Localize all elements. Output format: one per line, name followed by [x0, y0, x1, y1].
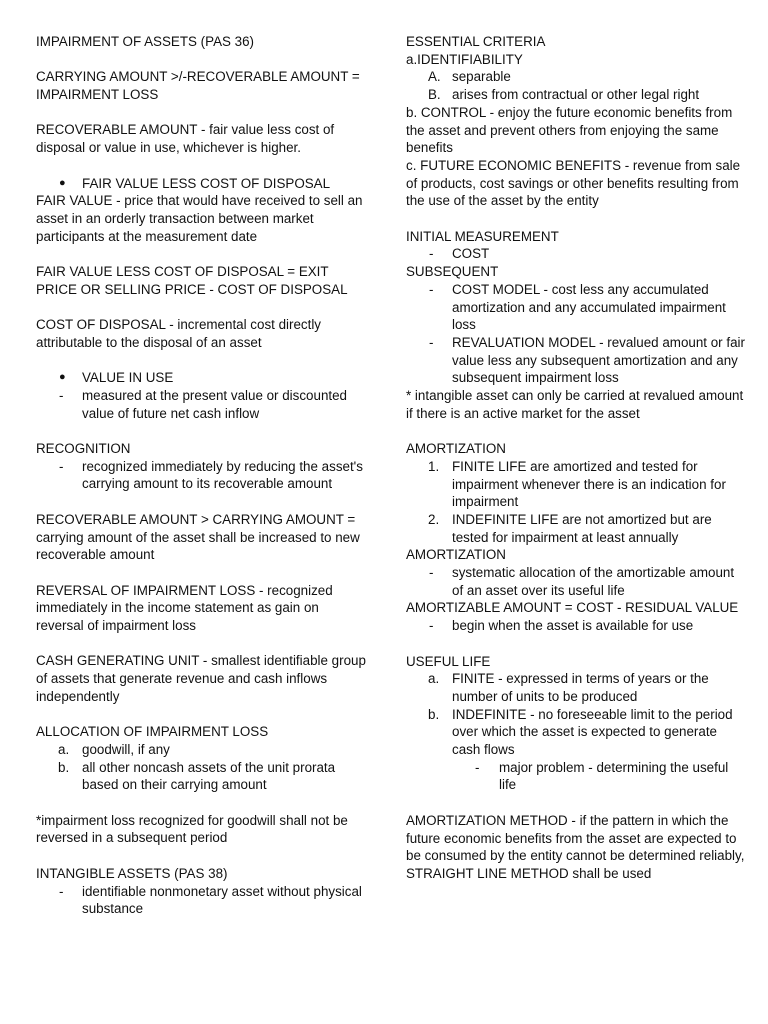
list-item-text: begin when the asset is available for use: [452, 618, 694, 634]
amortizable-amount-formula: AMORTIZABLE AMOUNT = COST - RESIDUAL VALUE: [406, 600, 739, 616]
bullet-text: VALUE IN USE: [82, 370, 174, 386]
fair-value-definition: FAIR VALUE - price that would have received to sell an asset in an orderly transaction between market participants at the measurement date: [36, 193, 363, 244]
bullet-text: FAIR VALUE LESS COST OF DISPOSAL: [82, 175, 331, 191]
list-item: [36, 759, 366, 794]
subheading-subsequent: SUBSEQUENT: [406, 264, 499, 280]
list-item: [406, 617, 746, 635]
list-marker: a.: [58, 741, 70, 757]
revalued-note: * intangible asset can only be carried at revalued amount if there is an active market for the asset: [406, 388, 744, 421]
list-item: [36, 883, 366, 918]
list-item-text: measured at the present value or discounted value of future net cash inflow: [82, 387, 348, 421]
list-item-text: major problem - determining the useful life: [499, 759, 729, 793]
list-item: [406, 511, 746, 546]
dash-marker: -: [429, 618, 434, 634]
section-title-intangible: INTANGIBLE ASSETS (PAS 38): [36, 865, 228, 881]
list-item: [406, 334, 746, 387]
list-item: [406, 86, 746, 104]
list-marker: A.: [428, 69, 441, 85]
dash-marker: -: [429, 565, 434, 581]
list-item-text: identifiable nonmonetary asset without physical substance: [82, 883, 362, 917]
recoverable-amount-definition: RECOVERABLE AMOUNT - fair value less cost of disposal or value in use, whichever is higher.: [36, 122, 335, 156]
future-benefits-criterion: c. FUTURE ECONOMIC BENEFITS - revenue from sale of products, cost savings or other benefits resulting from the use of the asset by the entity: [406, 157, 741, 209]
list-item-text: arises from contractual or other legal right: [452, 87, 700, 103]
control-criterion: b. CONTROL - enjoy the future economic benefits from the asset and prevent others from enjoying the same benefits: [406, 104, 733, 156]
list-item-text: FINITE LIFE are amortized and tested for impairment whenever there is an indication for impairment: [452, 458, 726, 510]
list-item: [406, 670, 746, 705]
list-item: [406, 281, 746, 334]
list-marker: 1.: [428, 458, 440, 474]
dash-marker: -: [475, 759, 480, 775]
list-item-text: INDEFINITE - no foreseeable limit to the period over which the asset is expected to generate cash flows: [452, 706, 733, 758]
section-title-essential-criteria: ESSENTIAL CRITERIA: [406, 34, 546, 49]
impairment-formula: CARRYING AMOUNT >/-RECOVERABLE AMOUNT = IMPAIRMENT LOSS: [36, 69, 360, 103]
cash-generating-unit: CASH GENERATING UNIT - smallest identifiable group of assets that generate revenue and cash inflows independently: [36, 653, 366, 704]
dash-marker: -: [59, 458, 64, 474]
list-item: [36, 458, 366, 493]
list-item-text: COST: [452, 246, 490, 262]
list-item: [406, 458, 746, 511]
list-item: [406, 564, 746, 599]
list-item: [406, 245, 746, 263]
list-item-text: all other noncash assets of the unit prorata based on their carrying amount: [82, 759, 336, 793]
subheading-identifiability: a.IDENTIFIABILITY: [406, 51, 523, 67]
section-title-amortization: AMORTIZATION: [406, 441, 506, 457]
section-title-useful-life: USEFUL LIFE: [406, 653, 491, 669]
list-item-text: REVALUATION MODEL - revalued amount or fair value less any subsequent amortization and any subsequent impairment loss: [452, 334, 745, 386]
dash-marker: -: [59, 387, 64, 403]
list-marker: b.: [58, 759, 70, 775]
dash-marker: -: [429, 246, 434, 262]
list-item: [406, 706, 746, 759]
list-item: [36, 387, 366, 422]
recoverable-greater-carrying: RECOVERABLE AMOUNT > CARRYING AMOUNT = carrying amount of the asset shall be increased to new recoverable amount: [36, 511, 360, 563]
dash-marker: -: [429, 334, 434, 350]
amortization-method: AMORTIZATION METHOD - if the pattern in which the future economic benefits from the asset are expected to be consumed by the entity cannot be determined reliably, STRAIGHT LINE METHOD shall be used: [406, 812, 745, 881]
list-item-text: INDEFINITE LIFE are not amortized but are tested for impairment at least annually: [452, 511, 712, 545]
reversal-of-impairment: REVERSAL OF IMPAIRMENT LOSS - recognized immediately in the income statement as gain on reversal of impairment loss: [36, 582, 333, 634]
list-item: [36, 741, 366, 759]
list-marker: a.: [428, 671, 440, 687]
list-item-text: FINITE - expressed in terms of years or the number of units to be produced: [452, 671, 709, 704]
bullet-marker: ●: [59, 371, 66, 384]
list-marker: 2.: [428, 511, 440, 527]
bullet-marker: ●: [59, 176, 66, 189]
list-item-text: recognized immediately by reducing the asset's carrying amount to its recoverable amount: [82, 458, 363, 492]
list-item-text: separable: [452, 69, 511, 85]
section-title-recognition: RECOGNITION: [36, 441, 131, 457]
list-marker: b.: [428, 706, 440, 722]
bullet-fair-value-less-cost: [36, 175, 366, 193]
sub-list-item: [406, 759, 746, 794]
right-column: [406, 33, 746, 883]
list-item-text: goodwill, if any: [82, 741, 170, 757]
left-column: [36, 33, 366, 918]
list-item-text: COST MODEL - cost less any accumulated amortization and any accumulated impairment loss: [452, 281, 726, 333]
section-title-initial-measurement: INITIAL MEASUREMENT: [406, 228, 559, 244]
cost-of-disposal-definition: COST OF DISPOSAL - incremental cost directly attributable to the disposal of an asset: [36, 317, 322, 350]
section-title-impairment: IMPAIRMENT OF ASSETS (PAS 36): [36, 34, 255, 49]
section-title-allocation: ALLOCATION OF IMPAIRMENT LOSS: [36, 724, 269, 740]
dash-marker: -: [429, 281, 434, 297]
bullet-value-in-use: [36, 369, 366, 387]
list-marker: B.: [428, 87, 441, 103]
section-title-amortization-2: AMORTIZATION: [406, 547, 506, 563]
goodwill-note: *impairment loss recognized for goodwill shall not be reversed in a subsequent period: [36, 812, 348, 846]
list-item-text: systematic allocation of the amortizable amount of an asset over its useful life: [452, 565, 735, 598]
fair-value-formula: FAIR VALUE LESS COST OF DISPOSAL = EXIT PRICE OR SELLING PRICE - COST OF DISPOSAL: [36, 264, 348, 297]
dash-marker: -: [59, 883, 64, 899]
list-item: [406, 68, 746, 86]
